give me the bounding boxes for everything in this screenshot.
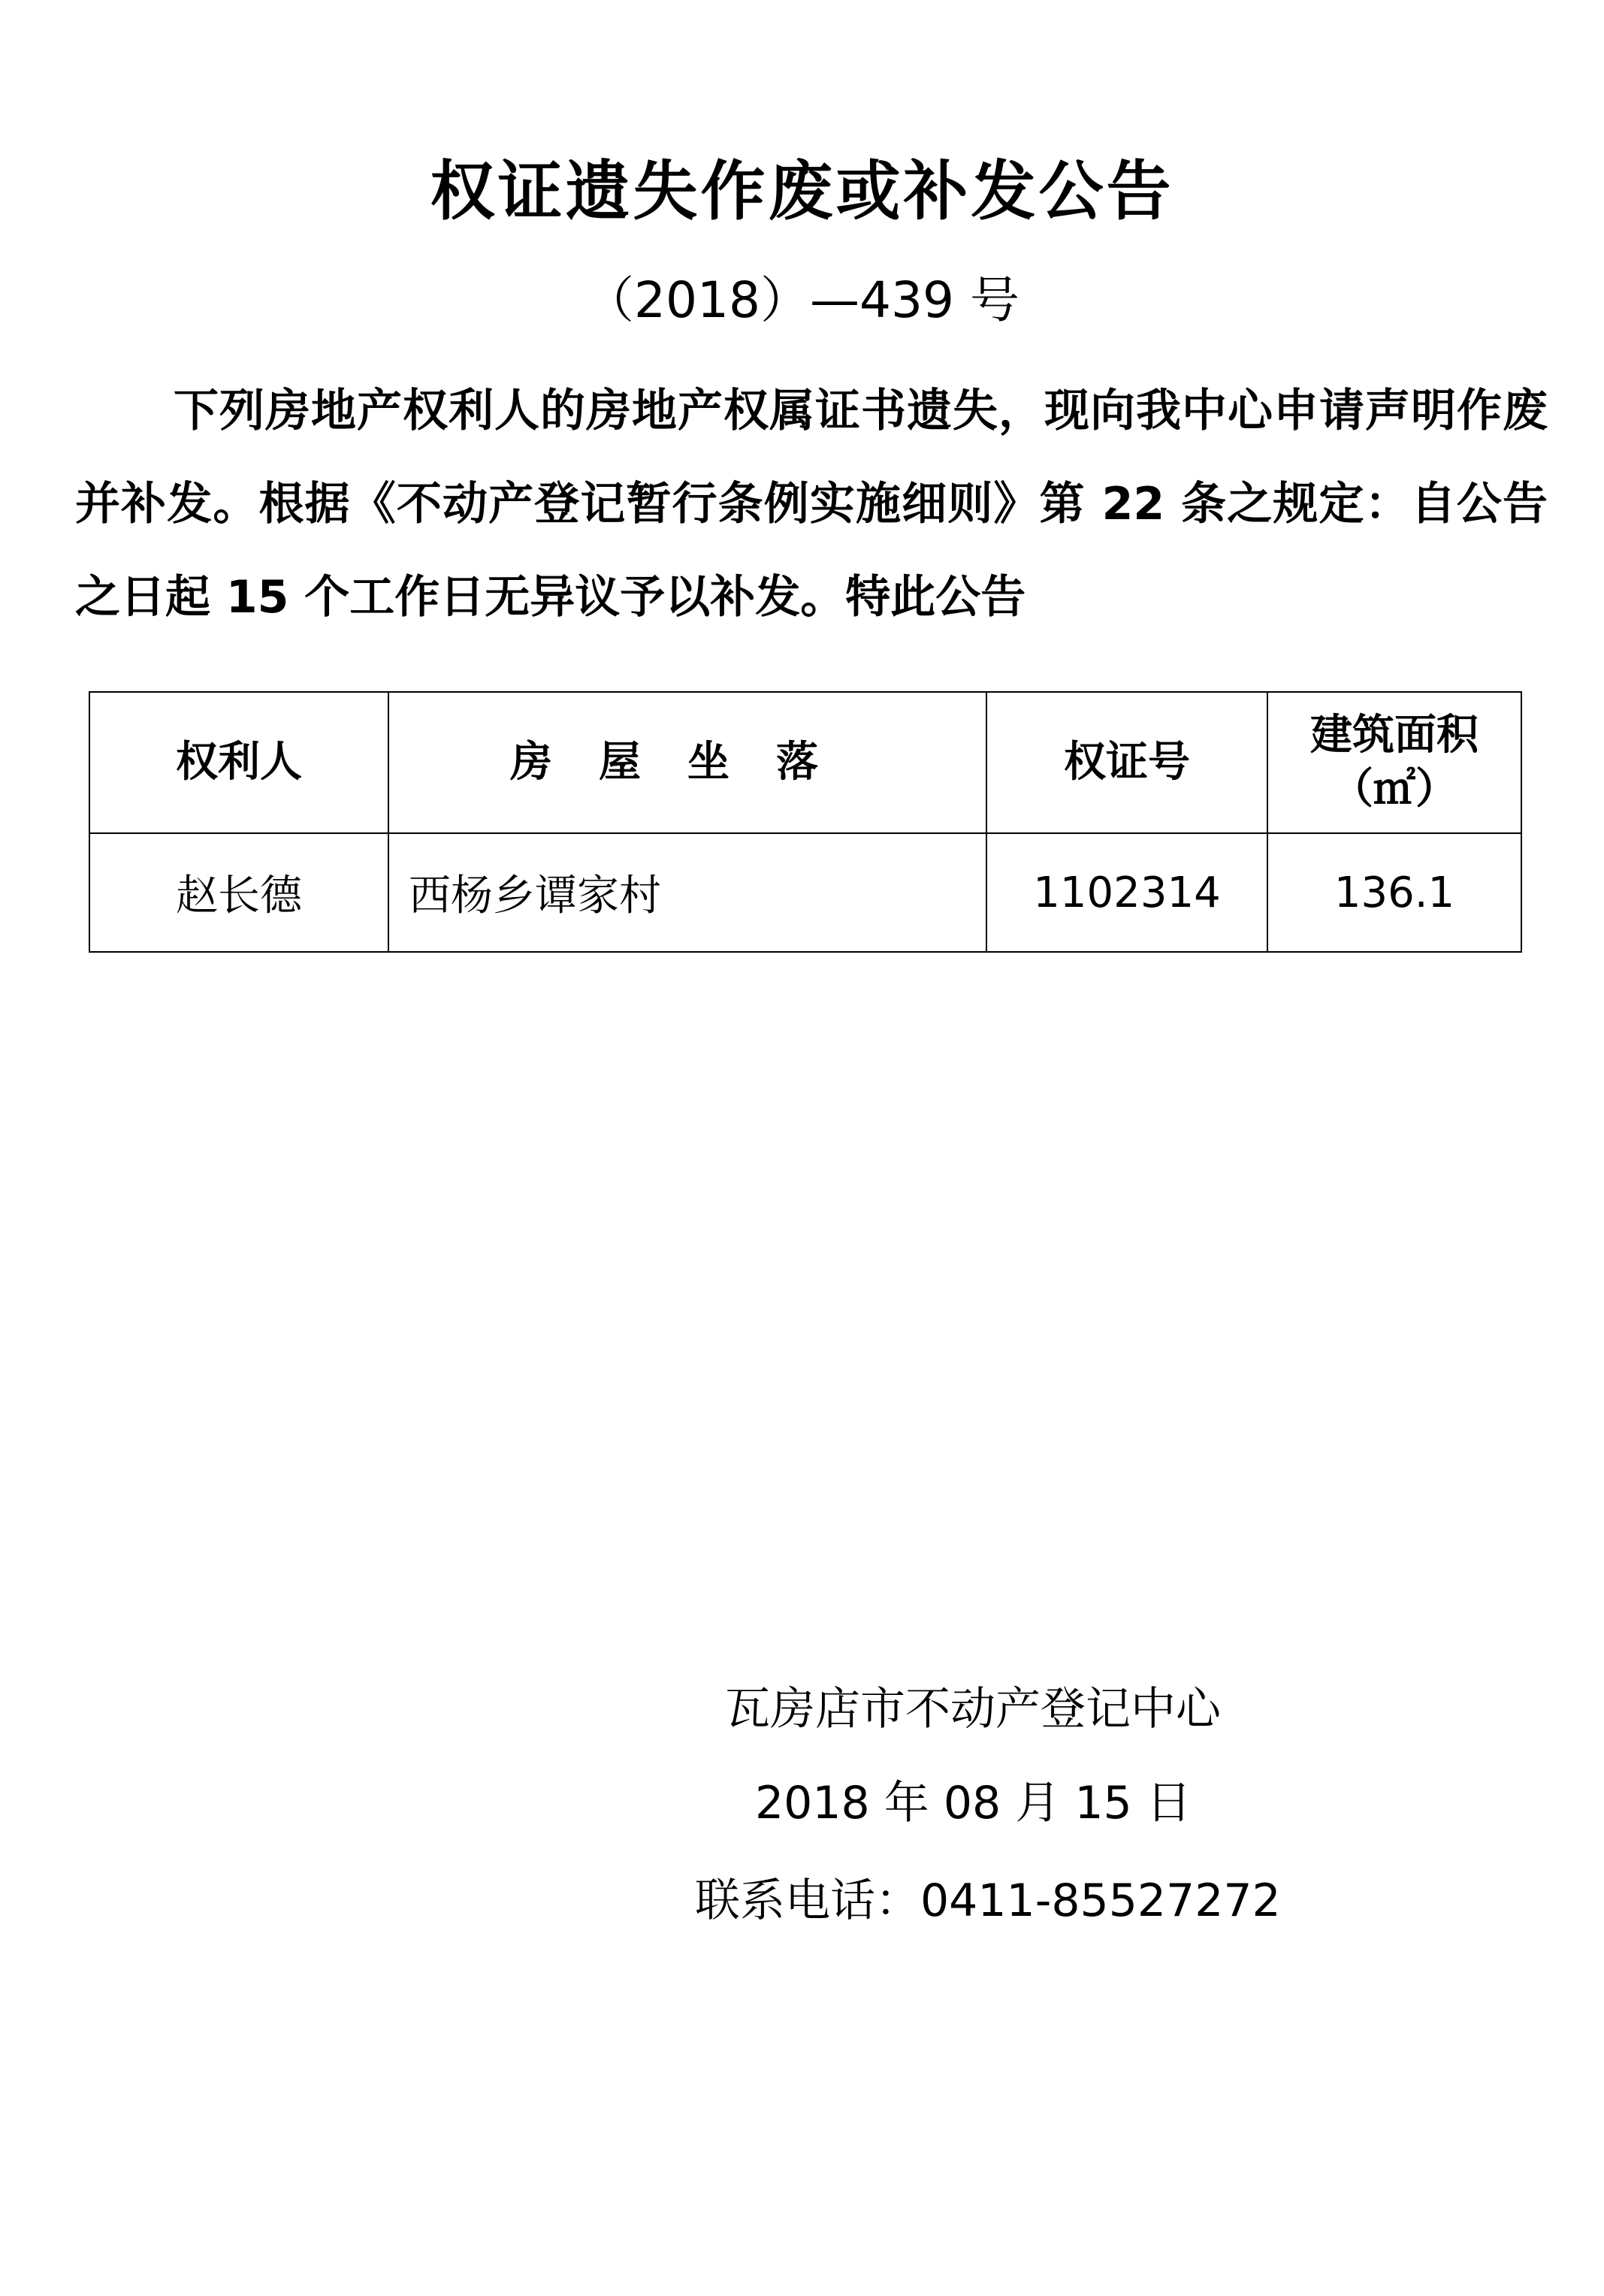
table-header-row xyxy=(89,692,1521,833)
issue-date: 2018 年 08 月 15 日 xyxy=(755,1777,1192,1829)
notice-number: （2018）—439 号 xyxy=(585,271,1019,329)
cell-location: 西杨乡谭家村 xyxy=(388,833,986,952)
notice-body: 下列房地产权利人的房地产权属证书遗失，现向我中心申请声明作废并补发。根据《不动产登记暂行条例实施细则》第 22 条之规定：自公告之日起 15 个工作日无异议予以补发。特此公告 xyxy=(75,385,1548,624)
issuer-name: 瓦房店市不动产登记中心 xyxy=(725,1683,1221,1736)
certificate-table xyxy=(89,691,1522,953)
header-area xyxy=(1267,692,1521,833)
header-area-unit: （㎡） xyxy=(1331,765,1457,814)
cell-area: 136.1 xyxy=(1267,833,1521,952)
notice-body-container xyxy=(75,364,1548,644)
contact-phone: 联系电话：0411-85527272 xyxy=(695,1875,1281,1927)
notice-title: 权证遗失作废或补发公告 xyxy=(430,154,1174,229)
header-area-label: 建筑面积 xyxy=(1310,711,1479,760)
table-row xyxy=(89,833,1521,952)
header-holder: 权利人 xyxy=(89,692,388,833)
header-cert-no: 权证号 xyxy=(986,692,1267,833)
cell-cert-no: 1102314 xyxy=(986,833,1267,952)
cell-holder: 赵长德 xyxy=(89,833,388,952)
header-location: 房屋坐落 xyxy=(388,692,986,833)
